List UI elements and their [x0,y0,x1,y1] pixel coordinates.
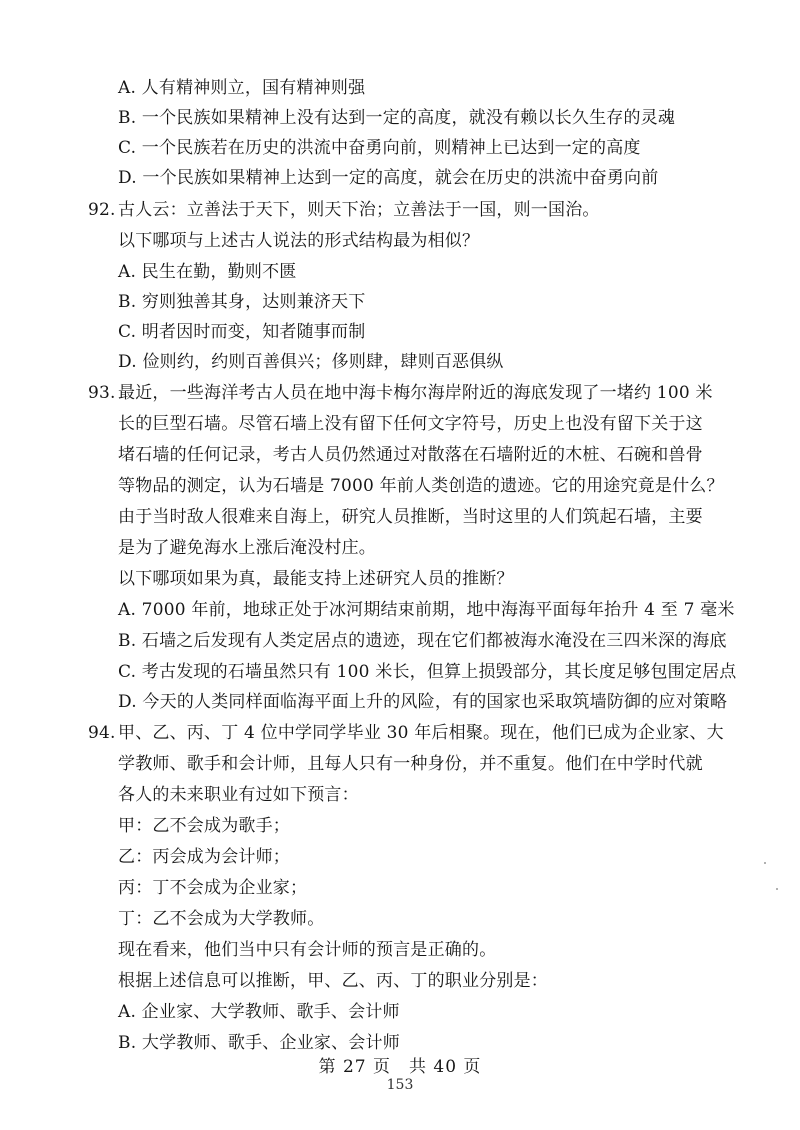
q91-option-d: D. 一个民族如果精神上达到一定的高度，就会在历史的洪流中奋勇向前 [118,168,659,188]
q94-option-a: A. 企业家、大学教师、歌手、会计师 [118,1002,400,1022]
q93-stem-line: 是为了避免海水上涨后淹没村庄。 [118,538,376,558]
q92-question: 以下哪项与上述古人说法的形式结构最为相似？ [118,231,480,251]
q93-option-a: A. 7000 年前，地球正处于冰河期结束前期，地中海海平面每年抬升 4 至 7 毫米 [118,600,735,620]
q92-number: 92. [88,200,116,220]
q93-option-b: B. 石墙之后发现有人类定居点的遗迹，现在它们都被海水淹没在三四米深的海底 [118,631,727,651]
q94-question: 根据上述信息可以推断，甲、乙、丙、丁的职业分别是： [118,971,548,991]
q92-stem-line: 古人云：立善法于天下，则天下治；立善法于一国，则一国治。 [118,200,600,220]
q93-number: 93. [88,383,116,403]
page-info: 第 27 页 共 40 页 [318,1057,482,1077]
q92-option-a: A. 民生在勤，勤则不匮 [118,262,297,282]
page-number: 153 [386,1077,414,1093]
q94-number: 94. [88,723,116,743]
q94-prediction: 乙：丙会成为会计师； [118,847,290,867]
q93-option-c: C. 考古发现的石墙虽然只有 100 米长，但算上损毁部分，其长度足够包围定居点 [118,662,737,682]
q93-option-d: D. 今天的人类同样面临海平面上升的风险，有的国家也采取筑墙防御的应对策略 [118,692,728,712]
q92-option-b: B. 穷则独善其身，达则兼济天下 [118,292,366,312]
q93-stem-line: 长的巨型石墙。尽管石墙上没有留下任何文字符号，历史上也没有留下关于这 [118,414,703,434]
q93-stem-line: 由于当时敌人很难来自海上，研究人员推断，当时这里的人们筑起石墙，主要 [118,507,703,527]
q94-condition: 现在看来，他们当中只有会计师的预言是正确的。 [118,940,497,960]
q93-question: 以下哪项如果为真，最能支持上述研究人员的推断？ [118,569,514,589]
q94-prediction: 丁：乙不会成为大学教师。 [118,909,325,929]
q92-option-d: D. 俭则约，约则百善俱兴；侈则肆，肆则百恶俱纵 [118,352,504,372]
q91-option-a: A. 人有精神则立，国有精神则强 [118,78,366,98]
scan-speck [764,862,766,864]
q94-stem-line: 甲、乙、丙、丁 4 位中学同学毕业 30 年后相聚。现在，他们已成为企业家、大 [118,723,724,743]
scan-speck [776,888,778,890]
q91-option-c: C. 一个民族若在历史的洪流中奋勇向前，则精神上已达到一定的高度 [118,138,641,158]
q93-stem-line: 最近，一些海洋考古人员在地中海卡梅尔海岸附近的海底发现了一堵约 100 米 [118,383,713,403]
q94-option-b: B. 大学教师、歌手、企业家、会计师 [118,1033,400,1053]
q94-prediction: 甲：乙不会成为歌手； [118,816,290,836]
q94-prediction: 丙：丁不会成为企业家； [118,878,308,898]
q93-stem-line: 堵石墙的任何记录，考古人员仍然通过对散落在石墙附近的木桩、石碗和兽骨 [118,445,703,465]
q91-option-b: B. 一个民族如果精神上没有达到一定的高度，就没有赖以长久生存的灵魂 [118,108,676,128]
q94-stem-line: 学教师、歌手和会计师，且每人只有一种身份，并不重复。他们在中学时代就 [118,754,703,774]
q92-option-c: C. 明者因时而变，知者随事而制 [118,322,366,342]
q94-stem-line: 各人的未来职业有过如下预言： [118,785,359,805]
q93-stem-line: 等物品的测定，认为石墙是 7000 年前人类创造的遗迹。它的用途究竟是什么？ [118,476,724,496]
